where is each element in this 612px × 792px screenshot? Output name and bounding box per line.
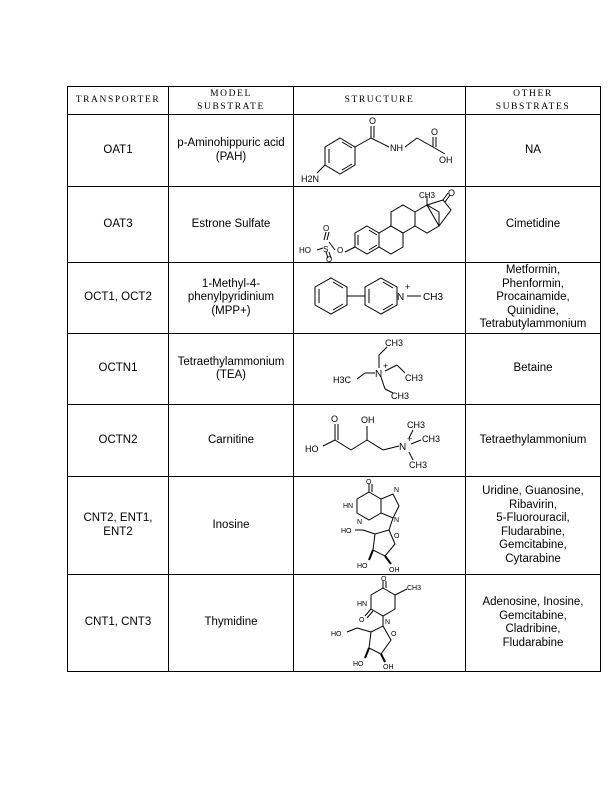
transporter-cell: OCTN2	[68, 405, 169, 477]
pah-structure	[295, 116, 465, 186]
thy-ch3-label: CH3	[406, 584, 421, 592]
carn-oh-label: OH	[360, 414, 374, 425]
ino-o-label: O	[365, 478, 371, 486]
ino-oring-label: O	[393, 532, 399, 540]
ino-oh-label: OH	[388, 566, 399, 574]
carn-ch3-a-label: CH3	[406, 419, 425, 430]
es-ho-label: HO	[298, 245, 311, 255]
header-structure: STRUCTURE	[294, 87, 466, 115]
table-row	[68, 115, 601, 187]
carn-o-label: O	[330, 413, 338, 424]
ino-ho-label: HO	[340, 527, 351, 535]
structure-cell	[294, 477, 466, 575]
table-row	[68, 405, 601, 477]
tea-ch3-top-label: CH3	[384, 338, 403, 348]
thy-ho-label: HO	[330, 630, 341, 638]
transporter-cell: OCTN1	[68, 334, 169, 405]
pah-nh-label: NH	[389, 142, 403, 153]
pah-oh-label: OH	[438, 154, 452, 165]
carn-ch3-b-label: CH3	[421, 433, 440, 444]
model-substrate-cell: Estrone Sulfate	[169, 187, 294, 263]
es-o2-label: O	[325, 254, 332, 262]
mpp-ch3-label: CH3	[422, 292, 443, 303]
es-s-label: S	[322, 244, 328, 254]
transporter-cell: CNT1, CNT3	[68, 575, 169, 672]
ino-ho2-label: HO	[356, 562, 367, 570]
thy-oh-label: OH	[382, 663, 393, 671]
header-model-substrate: MODEL SUBSTRATE	[169, 87, 294, 115]
model-substrate-cell: Carnitine	[169, 405, 294, 477]
pah-h2n-label: H2N	[300, 173, 319, 184]
other-substrates-cell: Uridine, Guanosine, Ribavirin, 5-Fluorouracil, Fludarabine, Gemcitabine, Cytarabine	[466, 477, 601, 575]
tea-structure	[295, 335, 465, 403]
es-o3-label: O	[336, 245, 343, 255]
tea-ch3-bottom-label: CH3	[390, 391, 409, 401]
thy-hn-label: HN	[356, 600, 367, 608]
model-substrate-cell: Thymidine	[169, 575, 294, 672]
transporter-cell: OAT1	[68, 115, 169, 187]
pah-o2-label: O	[430, 126, 438, 137]
carn-plus-label: +	[406, 433, 412, 444]
structure-cell	[294, 187, 466, 263]
thy-ho2-label: HO	[352, 660, 363, 668]
thy-n-label: N	[384, 618, 390, 626]
tea-ch3-right-label: CH3	[404, 373, 423, 383]
es-o-label: O	[447, 187, 455, 198]
transporter-cell: CNT2, ENT1, ENT2	[68, 477, 169, 575]
other-substrates-cell: Adenosine, Inosine, Gemcitabine, Cladribine, Fludarabine	[466, 575, 601, 672]
mpp-plus-label: +	[404, 282, 410, 292]
other-substrates-cell: Tetraethylammonium	[466, 405, 601, 477]
structure-cell	[294, 334, 466, 405]
structure-cell	[294, 115, 466, 187]
carn-ho-label: HO	[304, 443, 318, 454]
other-substrates-cell: Betaine	[466, 334, 601, 405]
table-row	[68, 575, 601, 672]
carnitine-structure	[295, 406, 465, 476]
header-row	[68, 87, 601, 115]
transporter-table	[67, 86, 601, 672]
table-row	[68, 334, 601, 405]
thy-o2-label: O	[358, 616, 364, 624]
model-substrate-cell: 1-Methyl-4- phenylpyridinium (MPP+)	[169, 263, 294, 334]
pah-o-label: O	[368, 115, 376, 126]
table-row	[68, 263, 601, 334]
other-substrates-cell: Cimetidine	[466, 187, 601, 263]
transporter-cell: OCT1, OCT2	[68, 263, 169, 334]
mpp-n-label: N	[396, 292, 404, 303]
header-other-substrates: OTHER SUBSTRATES	[466, 87, 601, 115]
structure-cell	[294, 575, 466, 672]
other-substrates-cell: NA	[466, 115, 601, 187]
model-substrate-cell: p-Aminohippuric acid (PAH)	[169, 115, 294, 187]
thymidine-structure	[295, 576, 465, 671]
thy-oring-label: O	[390, 630, 396, 638]
header-transporter: TRANSPORTER	[68, 87, 169, 115]
es-o1-label: O	[322, 223, 329, 233]
transporter-cell: OAT3	[68, 187, 169, 263]
carn-ch3-c-label: CH3	[408, 459, 427, 470]
ino-hn-label: HN	[342, 502, 353, 510]
ino-n2-label: N	[393, 486, 399, 494]
other-substrates-cell: Metformin, Phenformin, Procainamide, Quinidine, Tetrabutylammonium	[466, 263, 601, 334]
table-row	[68, 477, 601, 575]
structure-cell	[294, 263, 466, 334]
tea-n-label: N	[374, 369, 382, 380]
model-substrate-cell: Inosine	[169, 477, 294, 575]
carn-n-label: N	[398, 441, 406, 453]
ino-n3-label: N	[393, 516, 399, 524]
model-substrate-cell: Tetraethylammonium (TEA)	[169, 334, 294, 405]
tea-h3c-label: H3C	[332, 375, 351, 385]
thy-o-label: O	[380, 575, 386, 583]
es-ch3-label: CH3	[418, 190, 435, 200]
structure-cell	[294, 405, 466, 477]
ino-n1-label: N	[356, 518, 362, 526]
table-row	[68, 187, 601, 263]
tea-plus-label: +	[382, 361, 388, 371]
inosine-structure	[295, 478, 465, 574]
estrone-sulfate-structure	[295, 188, 465, 262]
mpp-structure	[295, 264, 465, 332]
